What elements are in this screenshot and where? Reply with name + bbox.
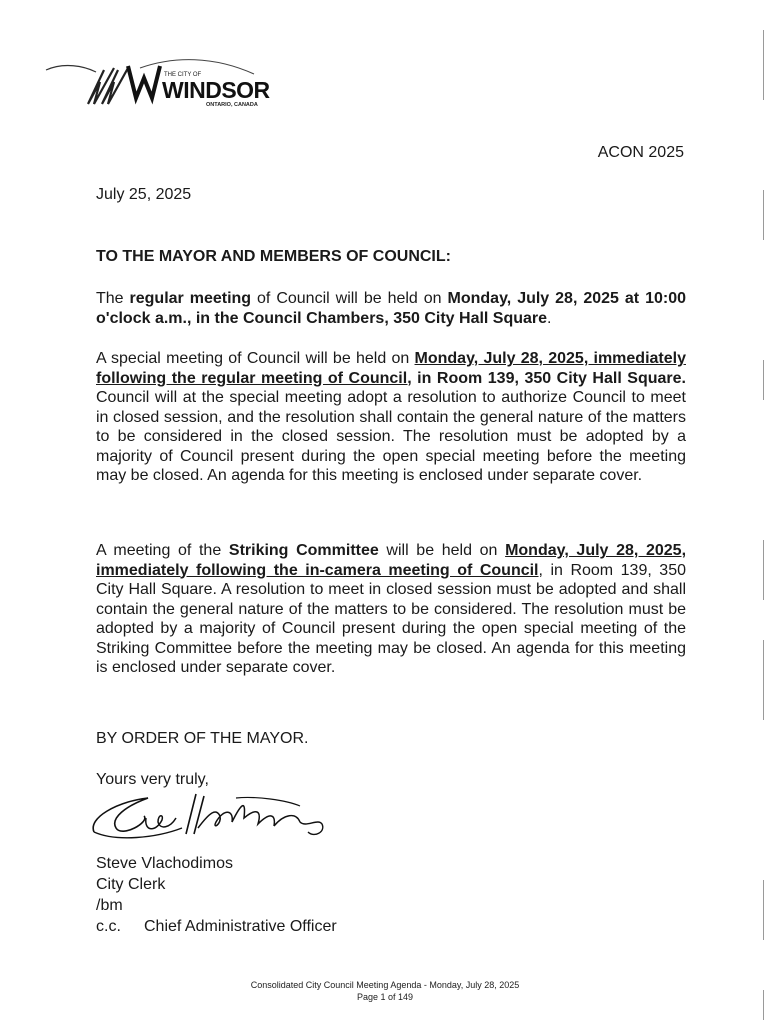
reference-code: ACON 2025 (597, 144, 684, 161)
cc-line (96, 916, 337, 937)
logo-name: WINDSOR (162, 77, 270, 103)
paragraph-special-meeting: A special meeting of Council will be held on Monday, July 28, 2025, immediately following the regular meeting of Council, in Room 139, 350 City Hall Square. Council will at the special meeting adopt a resolution to authorize Council to meet in closed session, and the resolution shall contain the general nature of the matters to be considered in the closed session. The resolution must be adopted by a majority of Council present during the open special meeting before the meeting may be closed. An agenda for this meeting is enclosed under separate cover. (96, 350, 686, 484)
paragraph-striking-committee: A meeting of the Striking Committee will be held on Monday, July 28, 2025, immediately following the in-camera meeting of Council, in Room 139, 350 City Hall Square. A resolution to meet in closed session must be adopted and shall contain the general nature of the matters to be considered. The resolution must be adopted by a majority of Council present during the open special meeting of the Striking Committee before the meeting may be closed. An agenda for this meeting is enclosed under separate cover. (96, 542, 687, 676)
cc-label: c.c. (96, 918, 121, 935)
scan-edge-marks (763, 0, 765, 1024)
windsor-logo (44, 56, 294, 116)
page-number: Page 1 of 149 (356, 992, 414, 1002)
page-footer (0, 979, 770, 1003)
signature-block (96, 853, 337, 937)
order-line: BY ORDER OF THE MAYOR. (96, 730, 309, 747)
typist-initials: /bm (96, 897, 123, 914)
closing-line: Yours very truly, (96, 771, 209, 788)
footer-title: Consolidated City Council Meeting Agenda - Monday, July 28, 2025 (250, 980, 520, 990)
signer-name: Steve Vlachodimos (96, 855, 233, 872)
salutation: TO THE MAYOR AND MEMBERS OF COUNCIL: (96, 248, 451, 265)
paragraph-regular-meeting: The regular meeting of Council will be held on Monday, July 28, 2025 at 10:00 o'clock a.m., in the Council Chambers, 350 City Hall Square. (96, 290, 687, 327)
logo-small-text: THE CITY OF (164, 72, 202, 78)
logo-region: ONTARIO, CANADA (206, 102, 258, 108)
handwritten-signature (86, 788, 346, 850)
letter-date: July 25, 2025 (96, 186, 192, 203)
signer-title: City Clerk (96, 876, 166, 893)
cc-recipient: Chief Administrative Officer (144, 918, 337, 935)
